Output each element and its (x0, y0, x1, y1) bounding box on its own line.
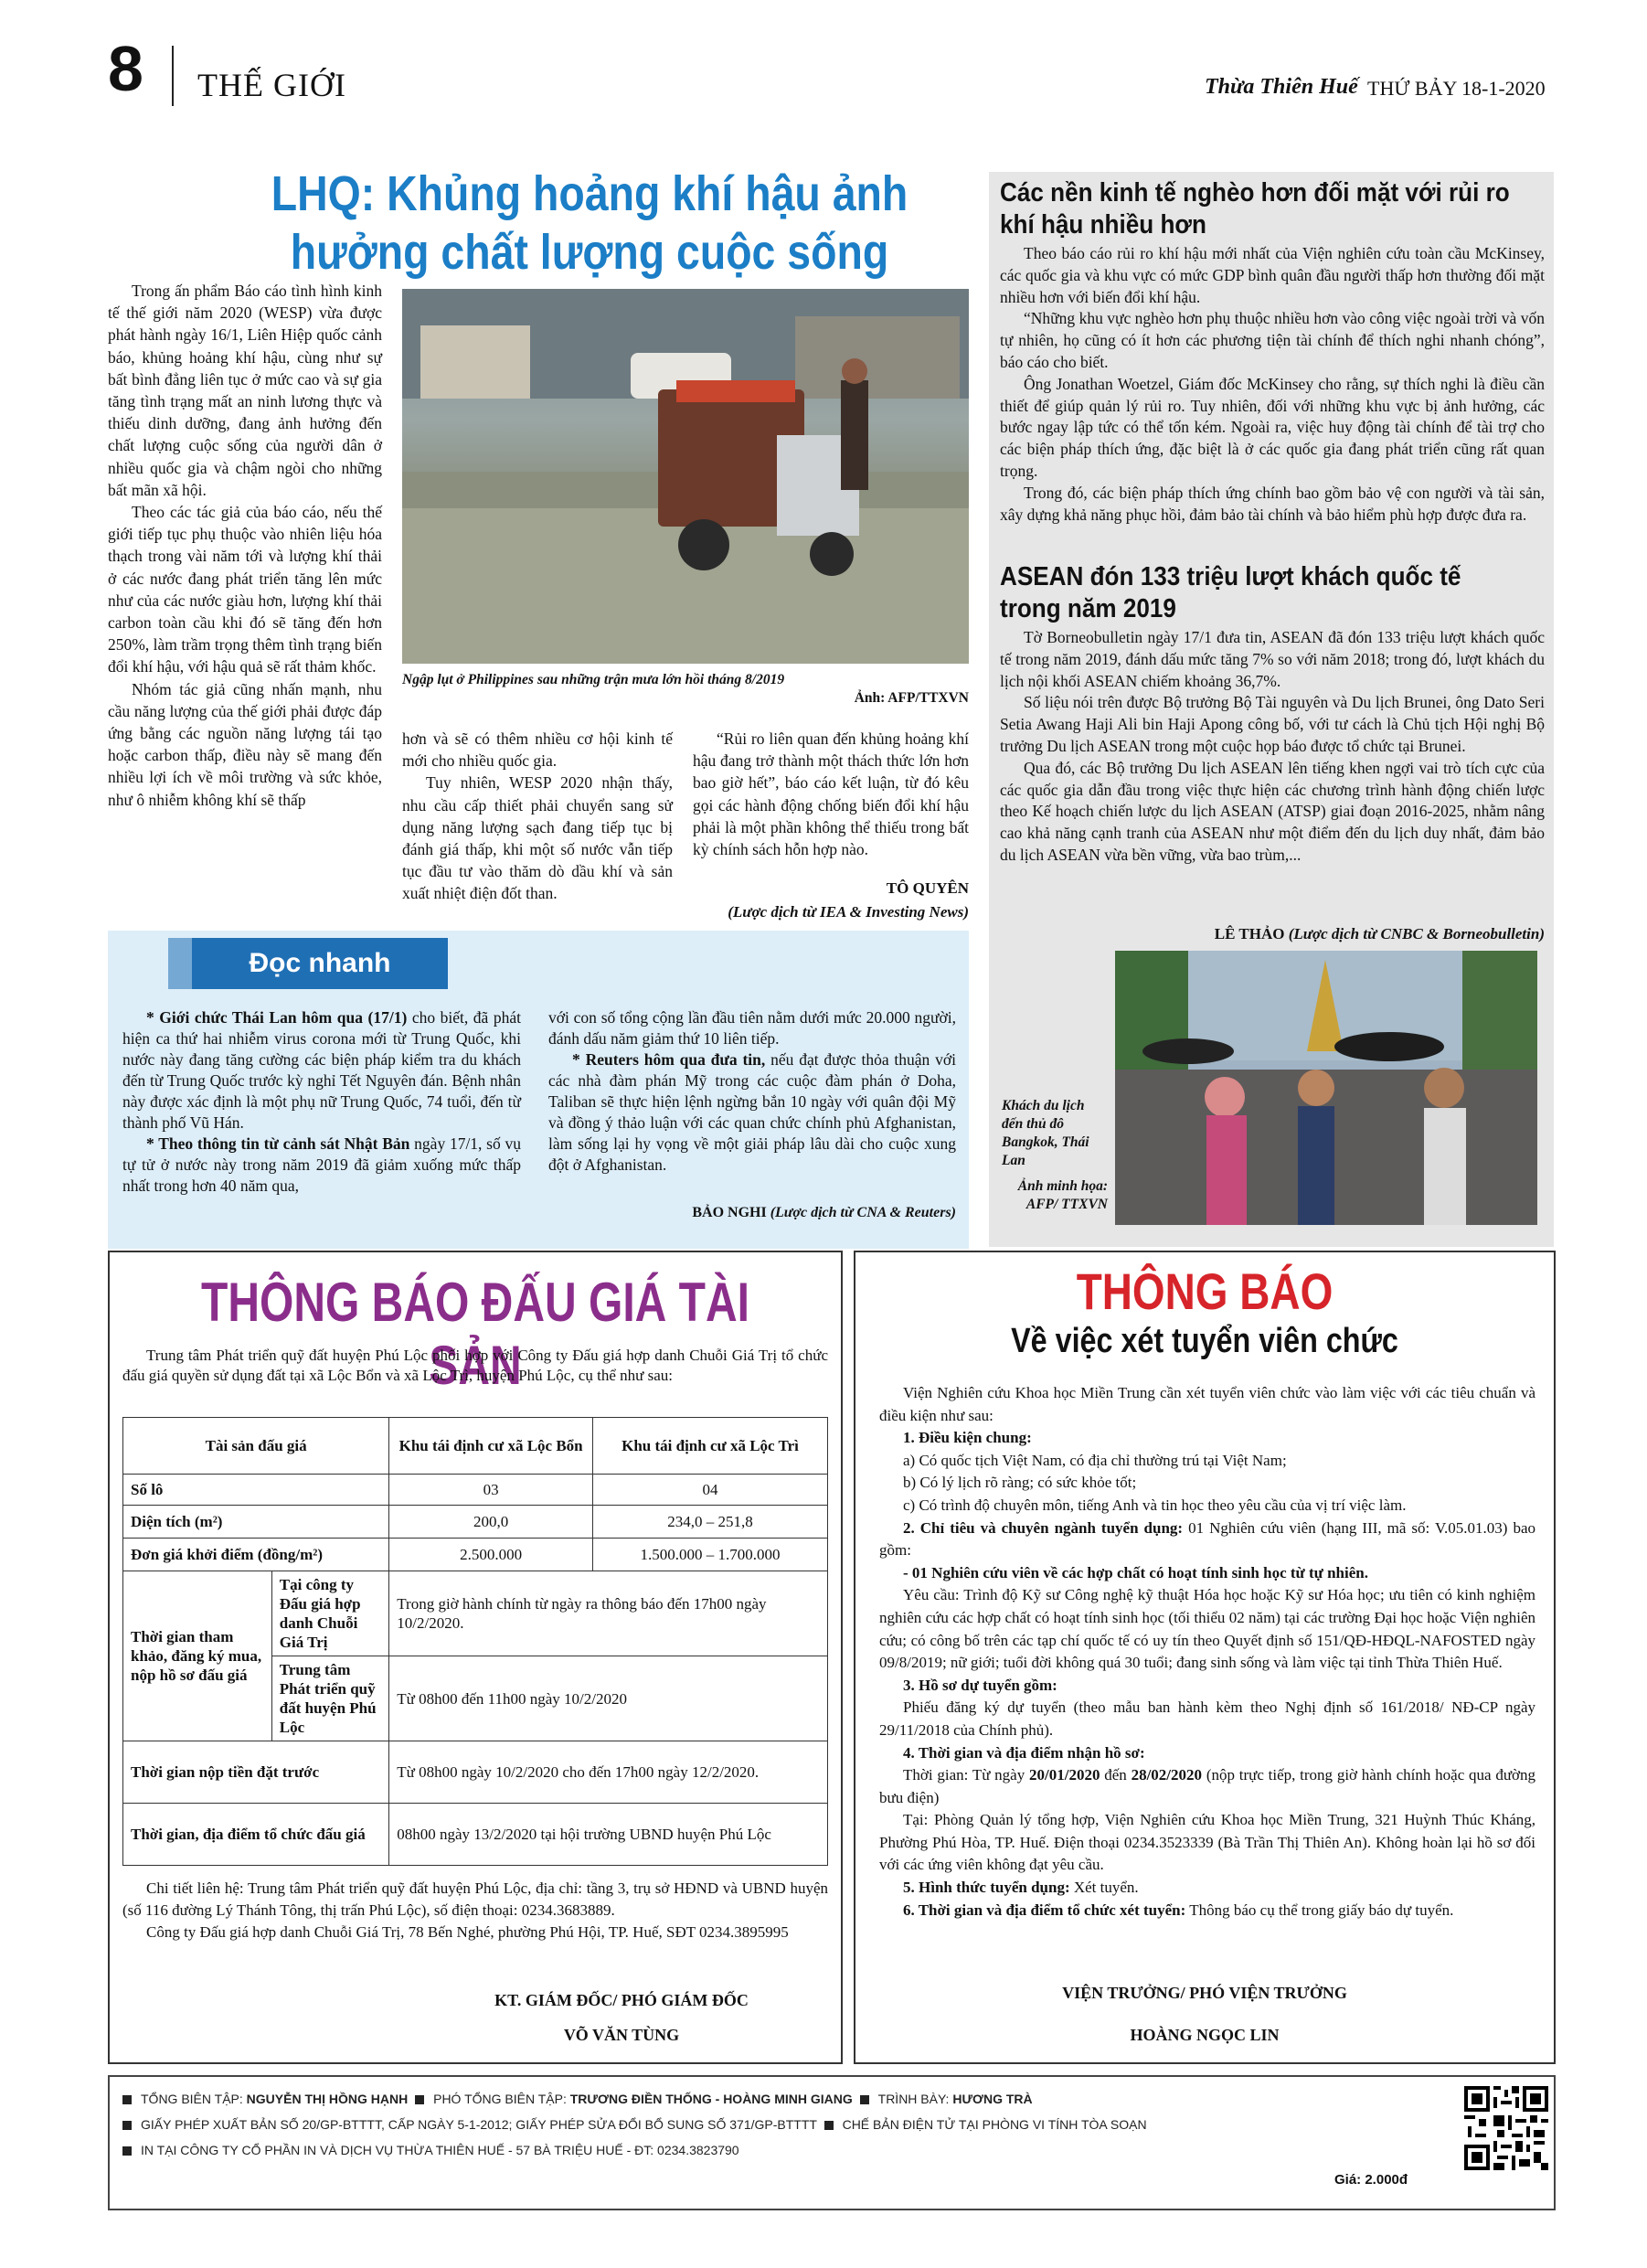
footer-value: HƯƠNG TRÀ (952, 2092, 1033, 2106)
table-header: Tài sản đấu giá (123, 1418, 389, 1475)
recruit-section (879, 1900, 1535, 1922)
main-paragraph: Theo các tác giả của báo cáo, nếu thế giới tiếp tục phụ thuộc vào nhiên liệu hóa thạch trong vài năm tới và lượng khí thải ở các nước đang phát triển tăng lên mức như của các nước giàu hơn, lượng khí thải carbon toàn cầu khi đó sẽ tăng đến hơn 250%, làm trầm trọng thêm tình trạng biến đổi khí hậu, với hậu quả sẽ rất thảm khốc. (108, 503, 382, 676)
recruit-section (879, 1877, 1535, 1900)
bullet-square-icon (122, 2095, 132, 2104)
recruit-title: THÔNG BÁO (1076, 1262, 1334, 1320)
masthead-footer (108, 2075, 1556, 2210)
main-headline: LHQ: Khủng hoảng khí hậu ảnh hưởng chất lượng cuộc sống (271, 166, 909, 280)
auction-notice (108, 1251, 843, 2064)
sidebar-article1-body (1000, 243, 1545, 526)
table-cell: Thời gian tham khảo, đăng ký mua, nộp hồ sơ đấu giá (123, 1571, 272, 1741)
quick-read-lead: * Reuters hôm qua đưa tin, (572, 1050, 766, 1069)
table-row (123, 1475, 828, 1506)
auction-intro-block (122, 1346, 828, 1386)
auction-contact-block (122, 1878, 828, 1943)
auction-contact: Công ty Đấu giá hợp danh Chuỗi Giá Trị, 78 Bến Nghé, phường Phú Hội, TP. Huế, SĐT 0234.3895995 (146, 1923, 789, 1941)
main-article-col1 (108, 280, 382, 811)
footer-label: TRÌNH BÀY: (877, 2092, 950, 2106)
recruit-text-part: (nộp trực tiếp, trong giờ hành chính hoặc qua đường bưu điện) (879, 1766, 1536, 1806)
recruit-date: 20/01/2020 (1029, 1766, 1100, 1784)
section-name: THẾ GIỚI (197, 67, 346, 103)
table-cell: Từ 08h00 ngày 10/2/2020 cho đến 17h00 ngày 12/2/2020. (389, 1741, 828, 1804)
recruit-text: Thông báo cụ thể trong giấy báo dự tuyển. (1189, 1901, 1454, 1919)
bangkok-photo (1115, 951, 1537, 1225)
quick-read-label: Đọc nhanh (192, 938, 448, 989)
recruit-section: 4. Thời gian và địa điểm nhận hồ sơ: (903, 1743, 1145, 1762)
main-paragraph: Nhóm tác giả cũng nhấn mạnh, nhu cầu năng lượng của thế giới phải được đáp ứng bằng các nguồn năng lượng tái tạo hoặc carbon thấp, điều này sẽ mang đến nhiều lợi ích về môi trường và sức khỏe, như ô nhiễm không khí sẽ thấp (108, 679, 382, 809)
table-cell: 200,0 (389, 1506, 593, 1539)
footer-text: GIẤY PHÉP XUẤT BẢN SỐ 20/GP-BTTTT, CẤP NGÀY 5-1-2012; GIẤY PHÉP SỬA ĐỔI BỔ SUNG SỐ 371/GP-BTTTT (141, 2117, 817, 2132)
sidebar-article2-body (1000, 627, 1545, 867)
table-cell: 234,0 – 251,8 (592, 1506, 827, 1539)
table-cell: Trong giờ hành chính từ ngày ra thông báo đến 17h00 ngày 10/2/2020. (389, 1571, 828, 1656)
qr-code-icon (1464, 2086, 1548, 2170)
bullet-square-icon (824, 2121, 834, 2130)
header-divider (172, 46, 174, 106)
recruit-sign-title: VIỆN TRƯỞNG/ PHÓ VIỆN TRƯỞNG (1062, 1984, 1347, 2002)
table-cell: Thời gian, địa điểm tổ chức đấu giá (123, 1804, 389, 1866)
table-cell: Diện tích (m²) (123, 1506, 389, 1539)
bangkok-photo-caption: Khách du lịch đến thủ đô Bangkok, Thái Lan (1002, 1098, 1089, 1168)
table-cell: 04 (592, 1475, 827, 1506)
table-cell: Thời gian nộp tiền đặt trước (123, 1741, 389, 1804)
main-article-col3 (693, 728, 969, 860)
footer-value: TRƯƠNG ĐIỀN THỐNG - HOÀNG MINH GIANG (569, 2092, 853, 2106)
table-cell: Từ 08h00 đến 11h00 ngày 10/2/2020 (389, 1656, 828, 1741)
table-row (123, 1506, 828, 1539)
issue-price: Giá: 2.000đ (1334, 2172, 1408, 2188)
table-row (123, 1539, 828, 1571)
bullet-square-icon (122, 2121, 132, 2130)
auction-table-wrap (122, 1417, 828, 1866)
auction-title: THÔNG BÁO ĐẤU GIÁ TÀI SẢN (201, 1272, 749, 1396)
recruit-date: 28/02/2020 (1131, 1766, 1203, 1784)
newspaper-name: Thừa Thiên Huế (1205, 75, 1358, 99)
flood-photo-credit: Ảnh: AFP/TTXVN (854, 690, 969, 706)
sidebar-paragraph: Trong đó, các biện pháp thích ứng chính bao gồm bảo vệ con người và tài sản, xây dựng khả năng phục hồi, đảm bảo tài chính và bảo hiểm phù hợp được đưa ra. (1000, 483, 1545, 524)
recruit-text: a) Có quốc tịch Việt Nam, có địa chỉ thường trú tại Việt Nam; (903, 1451, 1287, 1469)
recruit-text: Tại: Phòng Quản lý tổng hợp, Viện Nghiên cứu Khoa học Miền Trung, 321 Huỳnh Thúc Kháng, Phường Phú Hòa, TP. Huế. Điện thoại 0234.3523339 (Bà Trần Thị Thiên An). Không hoàn lại hồ sơ đối với các ứng viên không đạt yêu cầu. (879, 1811, 1535, 1874)
quick-read-col2 (548, 1007, 956, 1176)
auction-sign-name: VÕ VĂN TÙNG (563, 2026, 680, 2044)
bangkok-illustration (1115, 951, 1537, 1225)
footer-label: TỔNG BIÊN TẬP: (141, 2092, 243, 2106)
quick-read-item (122, 1134, 521, 1197)
recruit-intro: Viện Nghiên cứu Khoa học Miền Trung cần xét tuyển viên chức vào làm việc với các tiêu chuẩn và điều kiện như sau: (879, 1384, 1535, 1424)
quick-read-item (548, 1049, 956, 1176)
footer-line-editors (122, 2088, 1033, 2110)
sidebar-paragraph: Qua đó, các Bộ trưởng Du lịch ASEAN lên tiếng khen ngợi vai trò tích cực của các quốc gia dẫn đầu trong việc thực hiện các chương trình hành động chiến lược theo Kế hoạch chiến lược du lịch ASEAN (ATSP) giai đoạn 2016-2025, nhằm nâng cao khả năng cạnh tranh của ASEAN như một điểm đến du lịch duy nhất, đảm bảo du lịch ASEAN vừa bền vững, vừa bao trùm,... (1000, 758, 1545, 864)
table-row (123, 1741, 828, 1804)
auction-contact: Chi tiết liên hệ: Trung tâm Phát triển quỹ đất huyện Phú Lộc, địa chỉ: tầng 3, trụ sở HĐND và UBND huyện (số 116 đường Lý Thánh Tông, thị trấn Phú Lộc), số điện thoại: 0234.3683889. (122, 1879, 828, 1919)
footer-line-printer (122, 2139, 739, 2161)
main-article-col2 (402, 728, 673, 905)
flood-illustration (402, 289, 969, 664)
quick-read-lead: * Theo thông tin từ cảnh sát Nhật Bản (146, 1134, 410, 1153)
bullet-square-icon (860, 2095, 869, 2104)
quick-read-text: với con số tổng cộng lần đầu tiên nằm dưới mức 20.000 người, đánh dấu năm giảm thứ 10 liên tiếp. (548, 1008, 956, 1048)
recruit-text-part: đến (1104, 1766, 1127, 1784)
bullet-square-icon (415, 2095, 424, 2104)
recruit-text: Yêu cầu: Trình độ Kỹ sư Công nghệ kỹ thuật Hóa học hoặc Kỹ sư Hóa học; ưu tiên có kinh nghiệm nghiên cứu các hợp chất có hoạt tính sinh học (tối thiểu 02 năm) tại các trường Đại học hoặc Viện nghiên cứu; có công bố trên các tạp chí quốc tế có uy tín theo Quyết định số 151/QĐ-HĐQL-NAFOSTED ngày 09/8/2019; nữ giới; tuổi đời không quá 30 tuổi; đang sinh sống và làm việc tại tỉnh Thừa Thiên Huế. (879, 1586, 1535, 1672)
recruit-text: Phiếu đăng ký dự tuyển (theo mẫu ban hành kèm theo Nghị định số 161/2018/ NĐ-CP ngày 29/11/2018 của Chính phủ). (879, 1698, 1535, 1739)
quick-read-lead: * Giới chức Thái Lan hôm qua (17/1) (146, 1008, 408, 1027)
recruit-sign-name: HOÀNG NGỌC LIN (1130, 2026, 1280, 2044)
flood-photo-caption: Ngập lụt ở Philippines sau những trận mưa lớn hồi tháng 8/2019 (402, 672, 785, 687)
footer-label: PHÓ TỔNG BIÊN TẬP: (433, 2092, 567, 2106)
page-number: 8 (108, 33, 143, 104)
quick-read-item (122, 1007, 521, 1134)
quick-read-author-name: BẢO NGHI (692, 1205, 767, 1220)
quick-read-text: ngày 17/1, số vụ tự tử ở nước này trong năm 2019 đã giảm xuống mức thấp nhất trong hơn 40 năm qua, (122, 1134, 521, 1195)
quick-read-text: nếu đạt được thỏa thuận với các nhà đàm phán Mỹ trong các cuộc đàm phán ở Doha, Taliban sẽ thực hiện lệnh ngừng bắn 10 ngày với quân đội Mỹ và đồng ý thảo luận với các quan chức chính phủ Afghanistan, làm sống lại hy vọng về một giải pháp lâu dài cho cuộc xung đột ở Afghanistan. (548, 1050, 957, 1174)
footer-text: CHẾ BẢN ĐIỆN TỬ TẠI PHÒNG VI TÍNH TÒA SOẠN (842, 2117, 1147, 2132)
recruit-body (879, 1382, 1535, 1922)
sidebar-paragraph: Tờ Borneobulletin ngày 17/1 đưa tin, ASEAN đã đón 133 triệu lượt khách quốc tế trong năm 2019, đánh dấu mức tăng 7% so với năm 2018; trong đó, lượt khách du lịch nội khối ASEAN chiếm khoảng 36,7%. (1000, 628, 1545, 690)
main-paragraph: hơn và sẽ có thêm nhiều cơ hội kinh tế mới cho nhiều quốc gia. (402, 729, 673, 771)
flood-photo (402, 289, 969, 664)
sidebar-paragraph: “Những khu vực nghèo hơn phụ thuộc nhiều hơn vào công việc ngoài trời và vốn tự nhiên, họ cũng có ít hơn các phương tiện tài chính để thích nghi nhanh chóng”, báo cáo cho biết. (1000, 309, 1545, 371)
main-author: TÔ QUYÊN (886, 879, 969, 897)
table-cell: 2.500.000 (389, 1539, 593, 1571)
footer-line-license (122, 2114, 1147, 2135)
table-cell: Trung tâm Phát triển quỹ đất huyện Phú Lộc (271, 1656, 388, 1741)
recruit-section: 1. Điều kiện chung: (903, 1429, 1032, 1447)
table-row (123, 1571, 828, 1656)
recruit-notice (854, 1251, 1556, 2064)
sidebar-paragraph: Số liệu nói trên được Bộ trưởng Bộ Tài nguyên và Du lịch Brunei, ông Dato Seri Setia Awang Haji Ali bin Haji Apong công bố, với tư cách là Chủ tịch Hội nghị Bộ trưởng Du lịch ASEAN trong một cuộc họp báo được tổ chức tại Brunei. (1000, 693, 1545, 755)
table-cell: Số lô (123, 1475, 389, 1506)
issue-date: THỨ BẢY 18-1-2020 (1367, 77, 1546, 100)
recruit-text-part: Thời gian: Từ ngày (903, 1766, 1025, 1784)
recruit-text: - 01 Nghiên cứu viên về các hợp chất có hoạt tính sinh học từ tự nhiên. (903, 1563, 1368, 1581)
quick-read-author (548, 1205, 956, 1221)
sidebar-paragraph: Ông Jonathan Woetzel, Giám đốc McKinsey cho rằng, sự thích nghi là điều cần thiết để giúp quản lý rủi ro. Tuy nhiên, đối với những khu vực bị ảnh hưởng, các bước ngay lập tức có thể tốn kém. Ngoài ra, việc huy động tài chính để tài trợ cho các biện pháp thích ứng, đặc biệt là ở các quốc gia đang phát triển cũng rất quan trọng. (1000, 374, 1545, 480)
auction-sign-title: KT. GIÁM ĐỐC/ PHÓ GIÁM ĐỐC (494, 1991, 749, 2009)
recruit-section-lead: 5. Hình thức tuyển dụng: (903, 1879, 1070, 1897)
table-cell: 1.500.000 – 1.700.000 (592, 1539, 827, 1571)
recruit-text: Xét tuyển. (1073, 1879, 1139, 1897)
table-header: Khu tái định cư xã Lộc Trì (592, 1418, 827, 1475)
table-header: Khu tái định cư xã Lộc Bổn (389, 1418, 593, 1475)
sidebar-author-source: (Lược dịch từ CNBC & Borneobulletin) (1288, 925, 1545, 942)
sidebar-article1-title: Các nền kinh tế nghèo hơn đối mặt với rủi ro khí hậu nhiều hơn (1000, 178, 1510, 240)
footer-text: IN TẠI CÔNG TY CỔ PHẦN IN VÀ DỊCH VỤ THỪA THIÊN HUẾ - 57 BÀ TRIỆU HUẾ - ĐT: 0234.3823790 (141, 2143, 739, 2157)
auction-intro: Trung tâm Phát triển quỹ đất huyện Phú Lộc phối hợp với Công ty Đấu giá hợp danh Chuỗi Giá Trị tổ chức đấu giá quyền sử dụng đất tại xã Lộc Bổn và xã Lộc Trì, huyện Phú Lộc, cụ thể như sau: (122, 1347, 828, 1384)
sidebar-paragraph: Theo báo cáo rủi ro khí hậu mới nhất của Viện nghiên cứu toàn cầu McKinsey, các quốc gia và khu vực có mức GDP bình quân đầu người thấp hơn thường đối mặt nhiều hơn với biến đổi khí hậu. (1000, 244, 1545, 306)
main-paragraph: “Rủi ro liên quan đến khủng hoảng khí hậu đang trở thành một thách thức lớn hơn bao giờ hết”, báo cáo kết luận, từ đó kêu gọi các hành động chống biến đổi khí hậu phải là một phần không thể thiếu trong bất kỳ chính sách hỗn hợp nào. (693, 729, 969, 859)
recruit-section (879, 1517, 1535, 1562)
quick-read-author-source: (Lược dịch từ CNA & Reuters) (770, 1205, 956, 1220)
main-paragraph: Tuy nhiên, WESP 2020 nhận thấy, nhu cầu cấp thiết phải chuyển sang sử dụng năng lượng sạch đang tiếp tục bị đánh giá thấp, khi một số nước vẫn tiếp tục đầu tư vào thăm dò dầu khí và sản xuất nhiệt điện đốt than. (402, 773, 673, 903)
quick-read-col1 (122, 1007, 521, 1197)
table-row (123, 1804, 828, 1866)
bangkok-photo-credit: Ảnh minh họa: AFP/ TTXVN (1017, 1178, 1108, 1212)
recruit-section: 3. Hồ sơ dự tuyển gồm: (903, 1676, 1057, 1694)
auction-table (122, 1417, 828, 1866)
recruit-section-lead: 6. Thời gian và địa điểm tổ chức xét tuyển: (903, 1901, 1186, 1919)
main-source: (Lược dịch từ IEA & Investing News) (728, 903, 969, 921)
main-paragraph: Trong ấn phẩm Báo cáo tình hình kinh tế thế giới năm 2020 (WESP) vừa được phát hành ngày 16/1, Liên Hiệp quốc cảnh báo, khủng hoảng khí hậu, cùng như sự bất bình đẳng liên tục ở mức cao và sự gia tăng tình trạng mất an ninh lương thực và thiếu dinh dưỡng, đang ảnh hưởng đến chất lượng cuộc sống của người dân ở nhiều quốc gia và chậm ngòi cho những bất mãn xã hội. (108, 282, 382, 499)
table-cell: Tại công ty Đấu giá hợp danh Chuỗi Giá Trị (271, 1571, 388, 1656)
table-row (123, 1418, 828, 1475)
recruit-subtitle: Về việc xét tuyển viên chức (1011, 1322, 1398, 1360)
table-cell: Đơn giá khởi điểm (đồng/m²) (123, 1539, 389, 1571)
recruit-text: b) Có lý lịch rõ ràng; có sức khỏe tốt; (903, 1474, 1137, 1492)
table-cell: 08h00 ngày 13/2/2020 tại hội trường UBND huyện Phú Lộc (389, 1804, 828, 1866)
recruit-text: 01 Nghiên cứu viên (hạng III, mã số: V.05.01.03) bao gồm: (879, 1518, 1536, 1560)
bullet-square-icon (122, 2146, 132, 2156)
sidebar-author (1000, 925, 1545, 943)
sidebar-author-name: LÊ THẢO (1214, 925, 1285, 942)
recruit-text (879, 1764, 1535, 1809)
sidebar-article2-title: ASEAN đón 133 triệu lượt khách quốc tế trong năm 2019 (1000, 562, 1461, 623)
recruit-section-lead: 2. Chỉ tiêu và chuyên ngành tuyển dụng: (903, 1518, 1184, 1537)
footer-value: NGUYỄN THỊ HỒNG HẠNH (246, 2092, 409, 2106)
recruit-text: c) Có trình độ chuyên môn, tiếng Anh và tin học theo yêu cầu của vị trí việc làm. (903, 1496, 1407, 1514)
quick-read-text: cho biết, đã phát hiện ca thứ hai nhiễm virus corona mới từ Trung Quốc, khi nước này đang tăng cường các biện pháp kiểm tra du khách đến từ Trung Quốc trước kỳ nghỉ Tết Nguyên đán. Bệnh nhân này được xác định là một phụ nữ Trung Quốc, 74 tuổi, đến từ thành phố Vũ Hán. (122, 1008, 521, 1132)
table-cell: 03 (389, 1475, 593, 1506)
